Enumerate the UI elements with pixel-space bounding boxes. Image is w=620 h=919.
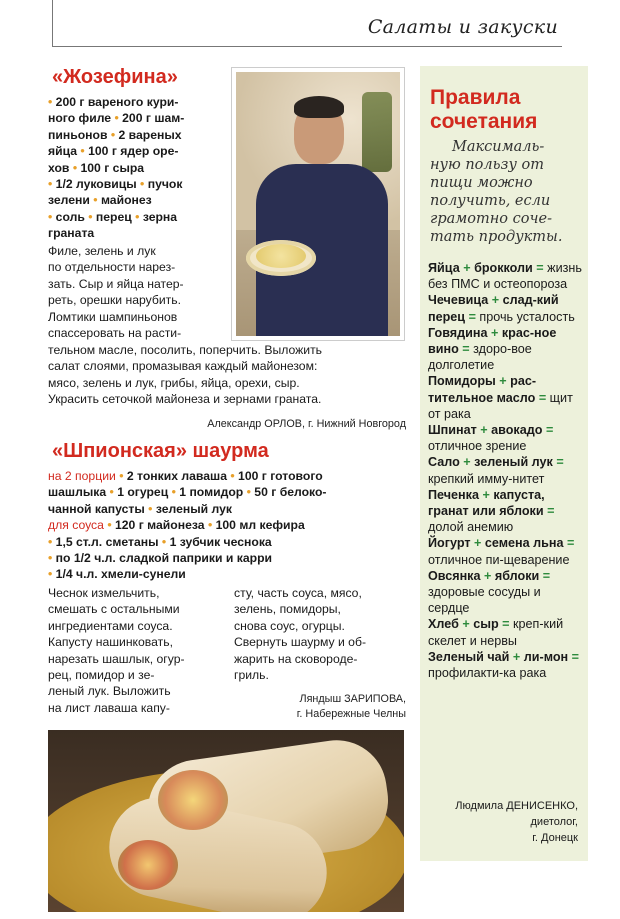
method-line: Чеснок измельчить,	[48, 586, 160, 600]
ingredient: ного филе	[48, 111, 112, 126]
method-line: леный лук. Выложить	[48, 684, 171, 699]
method-line: салат слоями, промазывая каждый майонезом:	[48, 359, 318, 374]
recipe-author-josephine: Александр ОРЛОВ, г. Нижний Новгород	[207, 418, 406, 430]
ingredient: 1 помидор	[179, 485, 244, 500]
pairing-item: Хлеб + сыр = креп-кий скелет и нервы	[428, 617, 564, 648]
ingredient: 200 г вареного кури-	[55, 95, 179, 109]
method-line: снова соус, огурцы.	[234, 618, 345, 633]
recipe-method-shawarma-left	[48, 585, 228, 716]
ingredient: 1/2 луковицы	[55, 177, 137, 192]
recipe-method-josephine-wide	[48, 342, 408, 408]
photo-shawarma	[48, 730, 404, 912]
ingredient: 1/4 ч.л. хмели-сунели	[55, 567, 186, 582]
recipe-title-josephine: «Жозефина»	[52, 66, 178, 88]
recipe-author-shawarma	[234, 692, 406, 722]
header-divider-vertical	[52, 0, 53, 47]
author-city: г. Донецк	[532, 832, 578, 844]
sidebar-title-line: Правила	[430, 86, 521, 109]
ingredient: соль	[55, 209, 85, 224]
sidebar-title	[430, 86, 537, 134]
section-title: Салаты и закуски	[367, 16, 558, 38]
pairing-item: Йогурт + семена льна = отличное пи-щеварение	[428, 536, 575, 567]
ingredient: 100 г готового	[238, 469, 323, 483]
pairing-item: Помидоры + рас-тительное масло = щит от рака	[428, 374, 573, 421]
ingredient: 1 огурец	[117, 485, 169, 500]
method-line: на лист лаваша капу-	[48, 700, 170, 715]
recipe-method-josephine-narrow	[48, 243, 230, 341]
ingredient: 1 зубчик чеснока	[169, 534, 272, 549]
intro-line: грамотно соче-	[430, 211, 552, 227]
method-line: гриль.	[234, 668, 269, 683]
author-name: Ляндыш ЗАРИПОВА,	[299, 693, 406, 705]
ingredient: по 1/2 ч.л. сладкой паприки и карри	[55, 551, 273, 566]
method-line: Филе, зелень и лук	[48, 244, 156, 258]
ingredient: граната	[48, 226, 95, 241]
ingredient: майонез	[100, 193, 152, 208]
intro-line: тать продукты.	[430, 229, 563, 245]
method-line: смешать с остальными	[48, 602, 180, 617]
recipe-ingredients-shawarma: на 2 порции • 2 тонких лаваша • 100 г готового шашлыка • 1 огурец • 1 помидор • 50 г белоко- чанной капусты • зеленый лук для соуса • 120 г майонеза • 100 мл кефира • 1,5 ст.л. сметаны • 1 зубчик чеснока • по 1/2 ч.л. сладкой паприки и карри • 1/4 ч.л. хмели-сунели	[48, 469, 327, 582]
pairing-item: Шпинат + авокадо = отличное зрение	[428, 423, 554, 454]
method-line: жарить на сковороде-	[234, 651, 358, 666]
ingredient: шашлыка	[48, 485, 107, 500]
sidebar-author	[428, 798, 578, 846]
method-line: нарезать шашлык, огур-	[48, 651, 185, 666]
portions-label: на 2 порции	[48, 469, 116, 483]
ingredient: 2 вареных	[118, 127, 182, 142]
sidebar-title-line: сочетания	[430, 110, 538, 133]
method-line: зелень, помидоры,	[234, 602, 341, 617]
recipe-title-shawarma: «Шпионская» шаурма	[52, 440, 269, 462]
ingredient: яйца	[48, 144, 78, 159]
method-line: ингредиентами соуса.	[48, 618, 173, 633]
ingredient: пиньонов	[48, 127, 108, 142]
pairing-list	[428, 260, 584, 681]
ingredient: 2 тонких лаваша	[126, 469, 227, 483]
photo-author-with-salad	[232, 68, 404, 340]
method-line: спассеровать на расти-	[48, 326, 182, 341]
author-role: диетолог,	[530, 816, 578, 828]
ingredient: 200 г шам-	[122, 111, 185, 126]
method-line: мясо, зелень и лук, грибы, яйца, орехи, сыр.	[48, 375, 300, 390]
ingredient: зелени	[48, 193, 90, 208]
author-city: г. Набережные Челны	[296, 708, 406, 720]
ingredient: 100 г ядер оре-	[88, 144, 179, 159]
pairing-item: Говядина + крас-ное вино = здоро-вое долголетие	[428, 325, 557, 373]
method-line: тельном масле, посолить, поперчить. Выложить	[48, 343, 323, 357]
method-line: Украсить сеточкой майонеза и зернами граната.	[48, 392, 322, 407]
recipe-ingredients-josephine: • 200 г вареного кури- ного филе • 200 г шам- пиньонов • 2 вареных яйца • 100 г ядер оре- хов • 100 г сыра • 1/2 луковицы • пучок зелени • майонез • соль • перец • зерна граната	[48, 95, 185, 241]
method-line: Свернуть шаурму и об-	[234, 635, 366, 650]
ingredient: 100 г сыра	[80, 160, 145, 175]
ingredient: чанной капусты	[48, 501, 145, 516]
method-line: Капусту нашинковать,	[48, 635, 173, 650]
ingredient: перец	[95, 209, 132, 224]
intro-line: Максималь-	[452, 139, 545, 155]
header-divider	[52, 46, 562, 47]
author-name: Людмила ДЕНИСЕНКО,	[455, 800, 578, 812]
pairing-item: Яйца + брокколи = жизнь без ПМС и остеопороза	[428, 261, 582, 292]
ingredient: зеленый лук	[155, 501, 232, 516]
ingredient: 120 г майонеза	[114, 518, 205, 533]
pairing-item: Овсянка + яблоки = здоровые сосуды и сердце	[428, 568, 551, 616]
intro-line: получить, если	[430, 193, 551, 209]
recipe-method-shawarma-right	[234, 585, 410, 683]
method-line: по отдельности нарез-	[48, 260, 176, 275]
method-line: сту, часть соуса, мясо,	[234, 586, 362, 600]
pairing-item: Чечевица + слад-кий перец = прочь усталость	[428, 293, 575, 324]
pairing-item: Сало + зеленый лук = крепкий имму-нитет	[428, 455, 564, 486]
pairing-item: Печенка + капуста, гранат или яблоки = долой анемию	[428, 487, 555, 535]
ingredient: 1,5 ст.л. сметаны	[55, 534, 159, 549]
ingredient: пучок	[147, 177, 183, 192]
ingredient: зерна	[142, 209, 178, 224]
method-line: Ломтики шампиньонов	[48, 309, 178, 324]
sauce-label: для соуса	[48, 518, 104, 533]
method-line: зать. Сыр и яйца натер-	[48, 276, 184, 291]
ingredient: 100 мл кефира	[215, 518, 305, 533]
ingredient: 50 г белоко-	[254, 485, 327, 500]
method-line: реть, орешки нарубить.	[48, 293, 181, 308]
pairing-item: Зеленый чай + ли-мон = профилакти-ка рака	[428, 649, 580, 681]
ingredient: хов	[48, 160, 70, 175]
method-line: рец, помидор и зе-	[48, 668, 155, 683]
sidebar-intro	[430, 138, 580, 246]
intro-line: пищи можно	[430, 175, 533, 191]
intro-line: ную пользу от	[430, 157, 544, 173]
